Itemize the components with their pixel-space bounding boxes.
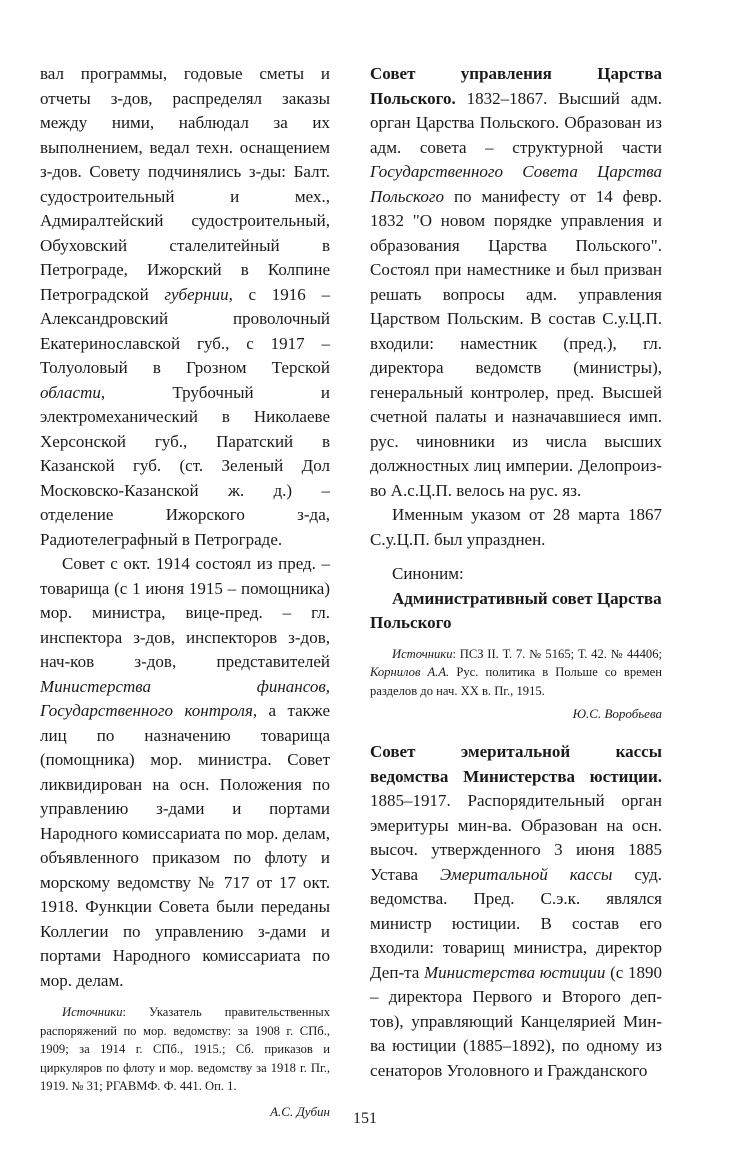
left-sources: Источники: Указатель правительственных распоряжений по мор. ведомству: за 1908 г. СПб., 1909; за 1914 г. СПб., 1915.; Сб. приказов и циркуляров по флоту и мор. ведомству за 1918 г. Пг., 1919. № 31; РГАВМФ. Ф. 441. Оп. 1. — [40, 1005, 330, 1093]
left-author: А.С. Дубин — [270, 1103, 330, 1119]
synonym-term: Административный совет Царства Польского — [370, 588, 662, 632]
entry-emeritus-fund: Совет эмеритальной кассы ведомства Министерства юстиции. 1885–1917. Распорядительный орган эмеритуры мин-ва. Образован на осн. высоч. утвержденного 3 июня 1885 Устава Эмеритальной кассы суд. ведомства. Пред. С.э.к. являлся министр юстиции. В состав его входили: товарищ министра, директор Деп-та Министерства юстиции (с 1890 – директора Первого и Второго деп-тов), управляющий Канцелярией Мин-ва юстиции (1885–1892), по одному из сенаторов Уголовного и Гражданского — [370, 742, 662, 1080]
page-number: 151 — [353, 1110, 377, 1127]
right-author: Ю.С. Воробьева — [572, 706, 662, 721]
entry-council-poland: Совет управления Царства Польского. 1832–1867. Высший адм. орган Царства Польского. Образован из адм. совета – структурной части Государственного Совета Царства Польского по манифесту от 14 февр. 1832 "О новом порядке управления и образования Царства Польского". Состоял при наместнике и был призван решать вопросы адм. управления Царством Польским. В состав С.у.Ц.П. входили: наместник (пред.), гл. директора ведомств (министры), генеральный контролер, пред. Высшей счетной палаты и назначавшиеся имп. рус. чиновники из числа высших должностных лиц империи. Делопроиз-во А.с.Ц.П. велось на рус. яз. — [370, 64, 662, 500]
left-paragraph-1: вал программы, годовые сметы и отчеты з-дов, распределял заказы между ними, наблюдал за их выполнением, ведал техн. оснащением з-дов. Совету подчинялись з-ды: Балт. судостроительный и мех., Адмиралтейский судостроительный, Обуховский сталелитейный в Петрограде, Ижорский в Колпине Петроградской губернии, с 1916 – Александровский проволочный Екатеринославской губ., с 1917 – Толуоловый в Грозном Терской области, Трубочный и электромеханический в Николаеве Херсонской губ., Паратский в Казанской губ. (ст. Зеленый Дол Московско-Казанской ж. д.) – отделение Ижорского з-да, Радиотелеграфный в Петрограде. — [40, 64, 330, 549]
right-column — [370, 62, 662, 1083]
synonym-label: Синоним: — [392, 564, 464, 583]
left-column — [40, 62, 330, 1120]
left-paragraph-2: Совет с окт. 1914 состоял из пред. – товарища (с 1 июня 1915 – помощника) мор. министра, вице-пред. – гл. инспектора з-дов, инспекторов з-дов, нач-ков з-дов, представителей Министерства финансов, Государственного контроля, а также лиц по назначению товарища (помощника) мор. министра. Совет ликвидирован на осн. Положения по управлению з-дами и портами Народного комиссариата по мор. делам, объявленного приказом по флоту и морскому ведомству № 717 от 17 окт. 1918. Функции Совета были переданы Коллегии по управлению з-дами и портами Народного комиссариата по мор. делам. — [40, 554, 330, 990]
entry-council-poland-abolished: Именным указом от 28 марта 1867 С.у.Ц.П. был упразднен. — [370, 505, 662, 549]
right-sources: Источники: ПСЗ II. Т. 7. № 5165; Т. 42. № 44406; Корнилов А.А. Рус. политика в Польше со времен разделов до нач. XX в. Пг., 1915. — [370, 646, 663, 698]
